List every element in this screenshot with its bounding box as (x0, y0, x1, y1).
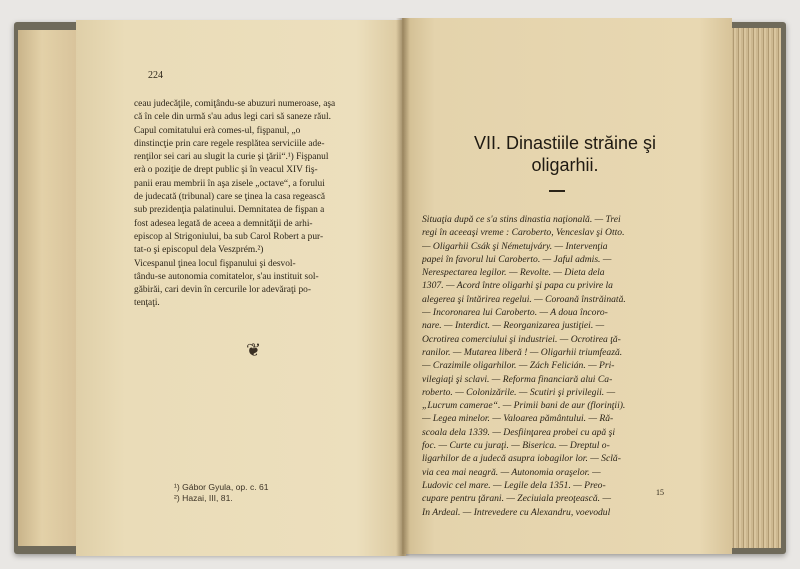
text-line: foc. — Curte cu juraţi. — Biserica. — Dreptul o- (422, 440, 610, 452)
text-line: Vicespanul ţinea locul fişpanului şi desvol- (134, 258, 296, 269)
text-line: fost adesea legată de aceea a demnităţii de arhi- (134, 218, 313, 229)
page-number: 224 (148, 70, 163, 81)
chapter-title-line: oligarhii. (531, 155, 599, 175)
text-line: tat-o şi episcopul dela Veszprém.²) (134, 245, 264, 256)
left-page-body (134, 98, 374, 311)
text-line: In Ardeal. — Intrevedere cu Alexandru, voevodul (422, 506, 611, 518)
text-line: — Incoronarea lui Caroberto. — A doua încoro- (422, 307, 608, 319)
text-line: cupare pentru ţărani. — Zeciuiala preoţească. — (422, 493, 612, 505)
title-divider (549, 190, 565, 192)
text-line: sub prezidenţia palatinului. Demnitatea de fişpan a (134, 205, 325, 216)
footnote: ¹) Gábor Gyula, op. c. 61 (174, 482, 269, 492)
chapter-summary (422, 213, 712, 519)
text-line: episcop al Strigoniului, ba sub Carol Robert a pur- (134, 231, 324, 242)
text-line: găbirăi, cari devin în cercurile lor adevăraţi po- (134, 285, 311, 296)
book-gutter (396, 18, 410, 556)
footnote: ²) Hazai, III, 81. (174, 493, 233, 503)
text-line: Nerespectarea legilor. — Revolte. — Dieta dela (422, 267, 605, 279)
text-line: scoala dela 1339. — Desfiinţarea probei cu apă şi (422, 426, 616, 438)
text-line: — Crazimile oligarhilor. — Zách Felicián. — Pri- (422, 360, 615, 372)
text-line: Ludovic cel mare. — Legile dela 1351. — Preo- (422, 479, 606, 491)
text-line: Capul comitatului erà comes-ul, fişpanul, „o (134, 125, 301, 136)
text-line: via cea mai neagră. — Autonomia oraşelor. — (422, 466, 601, 478)
text-line: — Legea minelor. — Valoarea pământului. — Ră- (422, 413, 614, 425)
text-line: ligarhilor de a judecă asupra iobagilor lor. — Sclă- (422, 453, 621, 465)
text-line: roberto. — Colonizările. — Scutiri şi privilegii. — (422, 386, 616, 398)
text-line: ceau judecăţile, comiţându-se abuzuri numeroase, aşa (134, 99, 336, 109)
page-edges-right (726, 28, 781, 548)
text-line: regi în aceeaşi vreme : Caroberto, Venceslav şi Otto. (422, 227, 625, 239)
text-line: dinstincţie prin care regele resplătea serviciile ade- (134, 138, 325, 149)
text-line: renţilor sei cari au slugit la curie şi ţării“.¹) Fişpanul (134, 152, 329, 163)
text-line: papei în favorul lui Caroberto. — Jaful admis. — (422, 253, 612, 265)
text-line: de judecată (tribunal) care se ţinea la casa regească (134, 192, 326, 203)
text-line: „Lucrum camerae“. — Primii bani de aur (florinţii). (422, 400, 626, 412)
chapter-title (430, 132, 700, 176)
text-line: erà o poziţie de drept public şi în veacul XIV fiş- (134, 165, 318, 176)
text-line: alegerea şi întărirea regelui. — Coroană înstrăinată. (422, 293, 626, 305)
footnotes (174, 482, 269, 504)
left-page (76, 20, 406, 556)
text-line: tându-se autonomia comitatelor, s'au instituit sol- (134, 271, 319, 282)
text-line: că în cele din urmă s'au adus legi cari să saneze răul. (134, 112, 331, 123)
ornament-icon: ❦ (246, 340, 262, 360)
text-line: Situaţia după ce s'a stins dinastia naţională. — Trei (422, 214, 621, 225)
text-line: nare. — Interdict. — Reorganizarea justiţiei. — (422, 320, 605, 332)
text-line: vilegiaţi şi sclavi. — Reforma financiară alui Ca- (422, 373, 613, 385)
text-line: — Oligarhii Csák şi Németujváry. — Intervenţia (422, 240, 608, 252)
text-line: panii erau membrii în aşa zisele „octave“, a forului (134, 178, 325, 189)
text-line: tenţaţi. (134, 298, 160, 309)
text-line: 1307. — Acord între oligarhi şi papa cu privire la (422, 280, 613, 292)
text-line: Ocrotirea comerciului şi industriei. — Ocrotirea ţă- (422, 333, 621, 345)
text-line: ranilor. — Mutarea liberă ! — Oligarhii triumfează. (422, 346, 623, 358)
right-page (402, 18, 732, 554)
chapter-title-line: VII. Dinastiile străine şi (473, 133, 657, 153)
page-edges-left (18, 30, 78, 546)
signature-mark: 15 (656, 488, 664, 497)
